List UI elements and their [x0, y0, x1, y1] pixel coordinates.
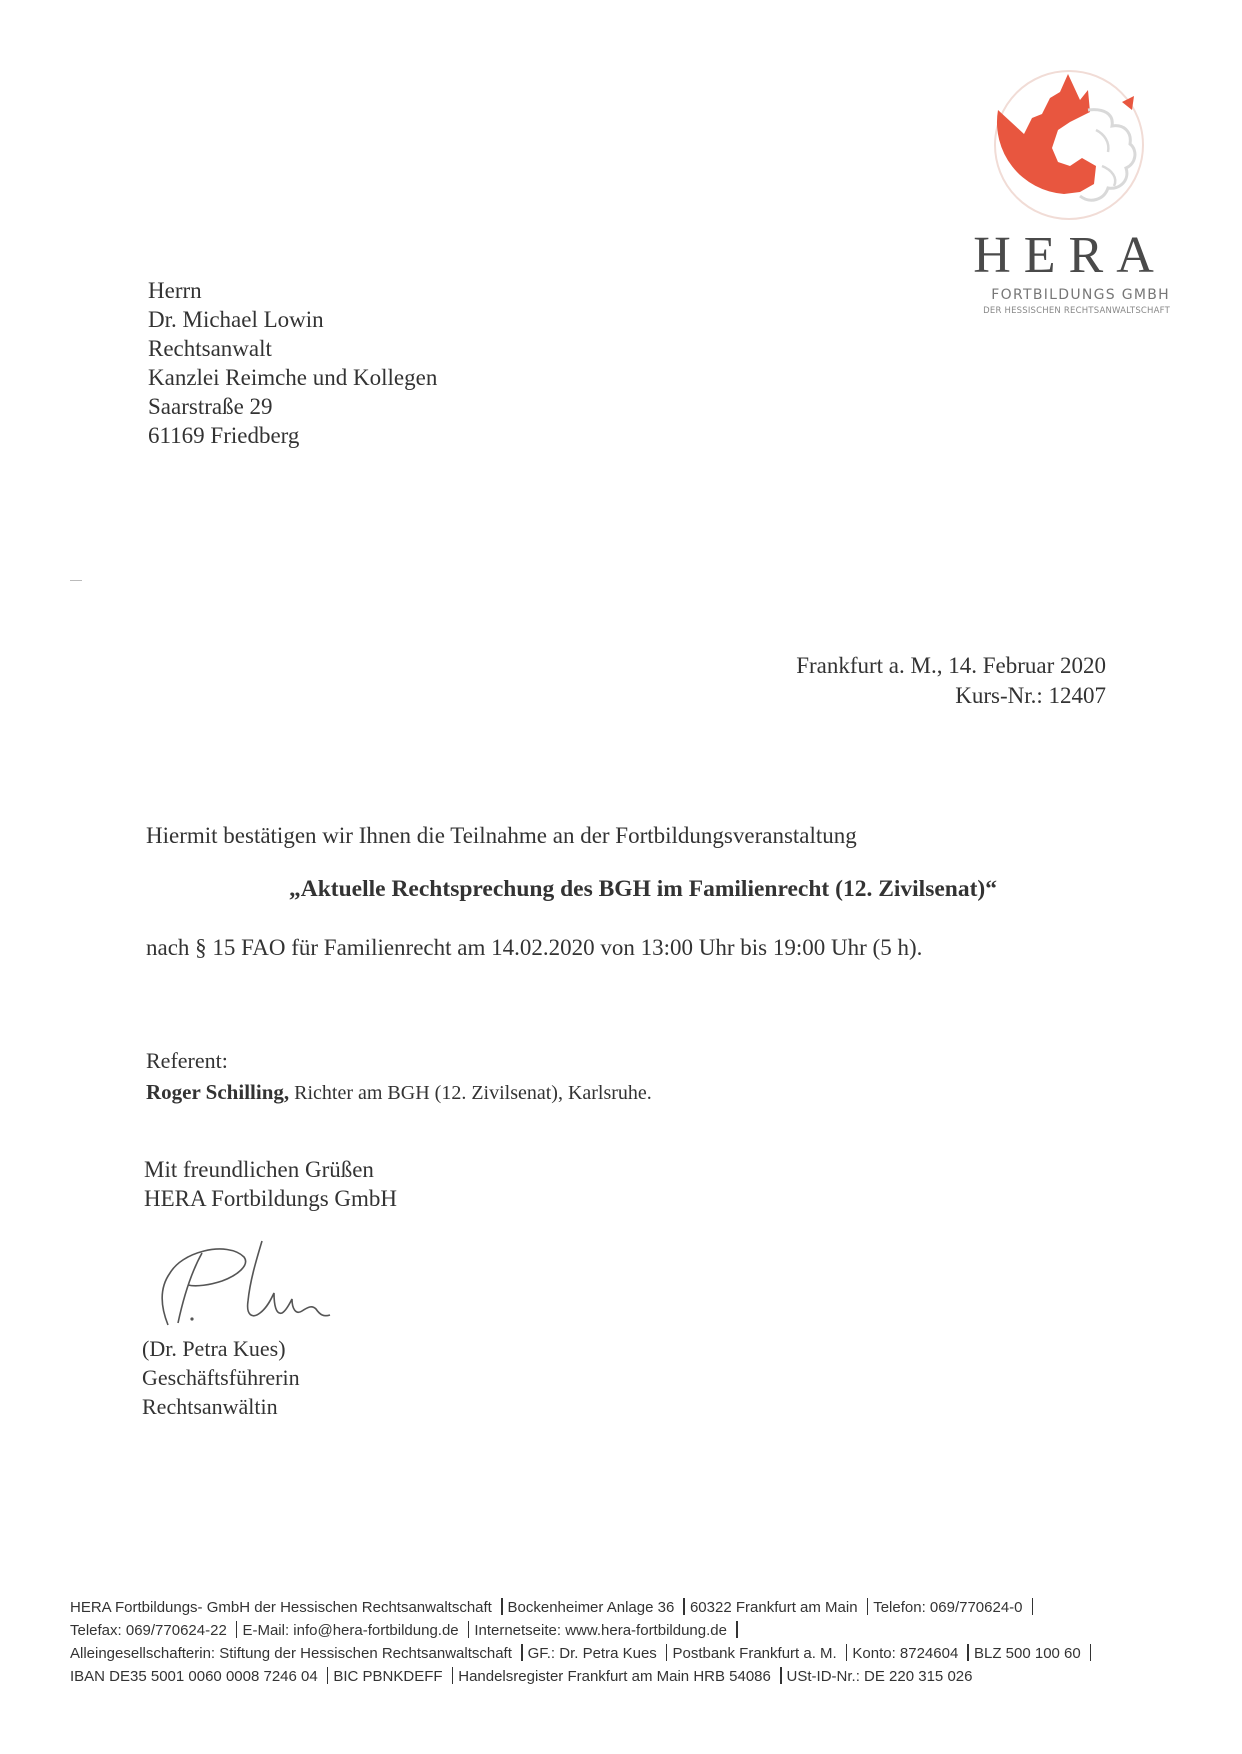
logo-subtitle: FORTBILDUNGS GMBH: [991, 287, 1170, 303]
footer-separator: [468, 1621, 470, 1638]
referent-name: Roger Schilling,: [146, 1080, 290, 1104]
recipient-title: Rechtsanwalt: [148, 336, 272, 361]
referent-role: Richter am BGH (12. Zivilsenat), Karlsruhe.: [289, 1082, 652, 1104]
logo-subtitle-secondary: DER HESSISCHEN RECHTSANWALTSCHAFT: [983, 306, 1170, 316]
signer-block: [142, 1334, 300, 1421]
footer-separator: [327, 1667, 329, 1684]
footer-separator: [521, 1644, 523, 1661]
logo-name: HERA: [973, 227, 1167, 284]
footer-separator: [666, 1644, 668, 1661]
footer-segment: USt-ID-Nr.: DE 220 315 026: [786, 1668, 973, 1685]
signer-profession: Rechtsanwältin: [142, 1394, 278, 1419]
hera-emblem-icon: [984, 70, 1154, 220]
signer-name: (Dr. Petra Kues): [142, 1336, 286, 1361]
footer-separator: [780, 1667, 782, 1684]
closing-greeting: Mit freundlichen Grüßen: [144, 1157, 374, 1182]
letterhead-footer: [70, 1596, 1170, 1688]
footer-separator: [452, 1667, 454, 1684]
recipient-street: Saarstraße 29: [148, 394, 273, 419]
course-title: [0, 876, 1242, 903]
footer-separator: [1032, 1598, 1034, 1615]
footer-segment: E-Mail: info@hera-fortbildung.de: [242, 1622, 459, 1639]
footer-segment: Handelsregister Frankfurt am Main HRB 54086: [458, 1668, 771, 1685]
course-details: nach § 15 FAO für Familienrecht am 14.02.2020 von 13:00 Uhr bis 19:00 Uhr (5 h).: [146, 935, 923, 960]
recipient-city: 61169 Friedberg: [148, 423, 300, 448]
footer-separator: [501, 1598, 503, 1615]
recipient-address: [148, 276, 437, 450]
footer-segment: Internetseite: www.hera-fortbildung.de: [474, 1622, 727, 1639]
emblem-red-shape: [997, 74, 1096, 194]
footer-separator: [967, 1644, 969, 1661]
footer-segment: BLZ 500 100 60: [973, 1645, 1081, 1662]
footer-segment: GF.: Dr. Petra Kues: [527, 1645, 657, 1662]
signature-icon: [140, 1235, 380, 1335]
footer-separator: [867, 1598, 869, 1615]
recipient-salutation: Herrn: [148, 278, 202, 303]
footer-segment: Postbank Frankfurt a. M.: [672, 1645, 837, 1662]
referent-block: [146, 1045, 652, 1109]
footer-segment: Konto: 8724604: [852, 1645, 959, 1662]
footer-separator: [236, 1621, 238, 1638]
date-block: [796, 651, 1106, 711]
recipient-firm: Kanzlei Reimche und Kollegen: [148, 365, 438, 390]
hera-logo: [970, 70, 1170, 320]
signer-position: Geschäftsführerin: [142, 1365, 300, 1390]
course-number: Kurs-Nr.: 12407: [955, 683, 1106, 708]
footer-separator: [846, 1644, 848, 1661]
referent-label: Referent:: [146, 1048, 228, 1073]
place-date: Frankfurt a. M., 14. Februar 2020: [796, 653, 1106, 678]
scan-mark: [70, 580, 82, 581]
footer-separator: [683, 1598, 685, 1615]
footer-separator: [736, 1621, 738, 1638]
footer-segment: Telefax: 069/770624-22: [70, 1622, 227, 1639]
handwritten-signature: [140, 1235, 380, 1340]
footer-segment: HERA Fortbildungs- GmbH der Hessischen Rechtsanwaltschaft: [70, 1599, 492, 1616]
closing-block: [144, 1155, 397, 1213]
footer-segment: Alleingesellschafterin: Stiftung der Hessischen Rechtsanwaltschaft: [70, 1645, 512, 1662]
footer-segment: Telefon: 069/770624-0: [873, 1599, 1023, 1616]
footer-separator: [1090, 1644, 1092, 1661]
closing-company: HERA Fortbildungs GmbH: [144, 1186, 398, 1211]
footer-segment: 60322 Frankfurt am Main: [689, 1599, 858, 1616]
recipient-name: Dr. Michael Lowin: [148, 307, 324, 332]
footer-segment: BIC PBNKDEFF: [333, 1668, 443, 1685]
footer-segment: IBAN DE35 5001 0060 0008 7246 04: [70, 1668, 318, 1685]
referent-line: [146, 1076, 652, 1109]
footer-segment: Bockenheimer Anlage 36: [507, 1599, 675, 1616]
intro-text: Hiermit bestätigen wir Ihnen die Teilnahme an der Fortbildungsveranstaltung: [146, 823, 857, 848]
course-title-text: „Aktuelle Rechtsprechung des BGH im Familienrecht (12. Zivilsenat)“: [288, 876, 998, 902]
